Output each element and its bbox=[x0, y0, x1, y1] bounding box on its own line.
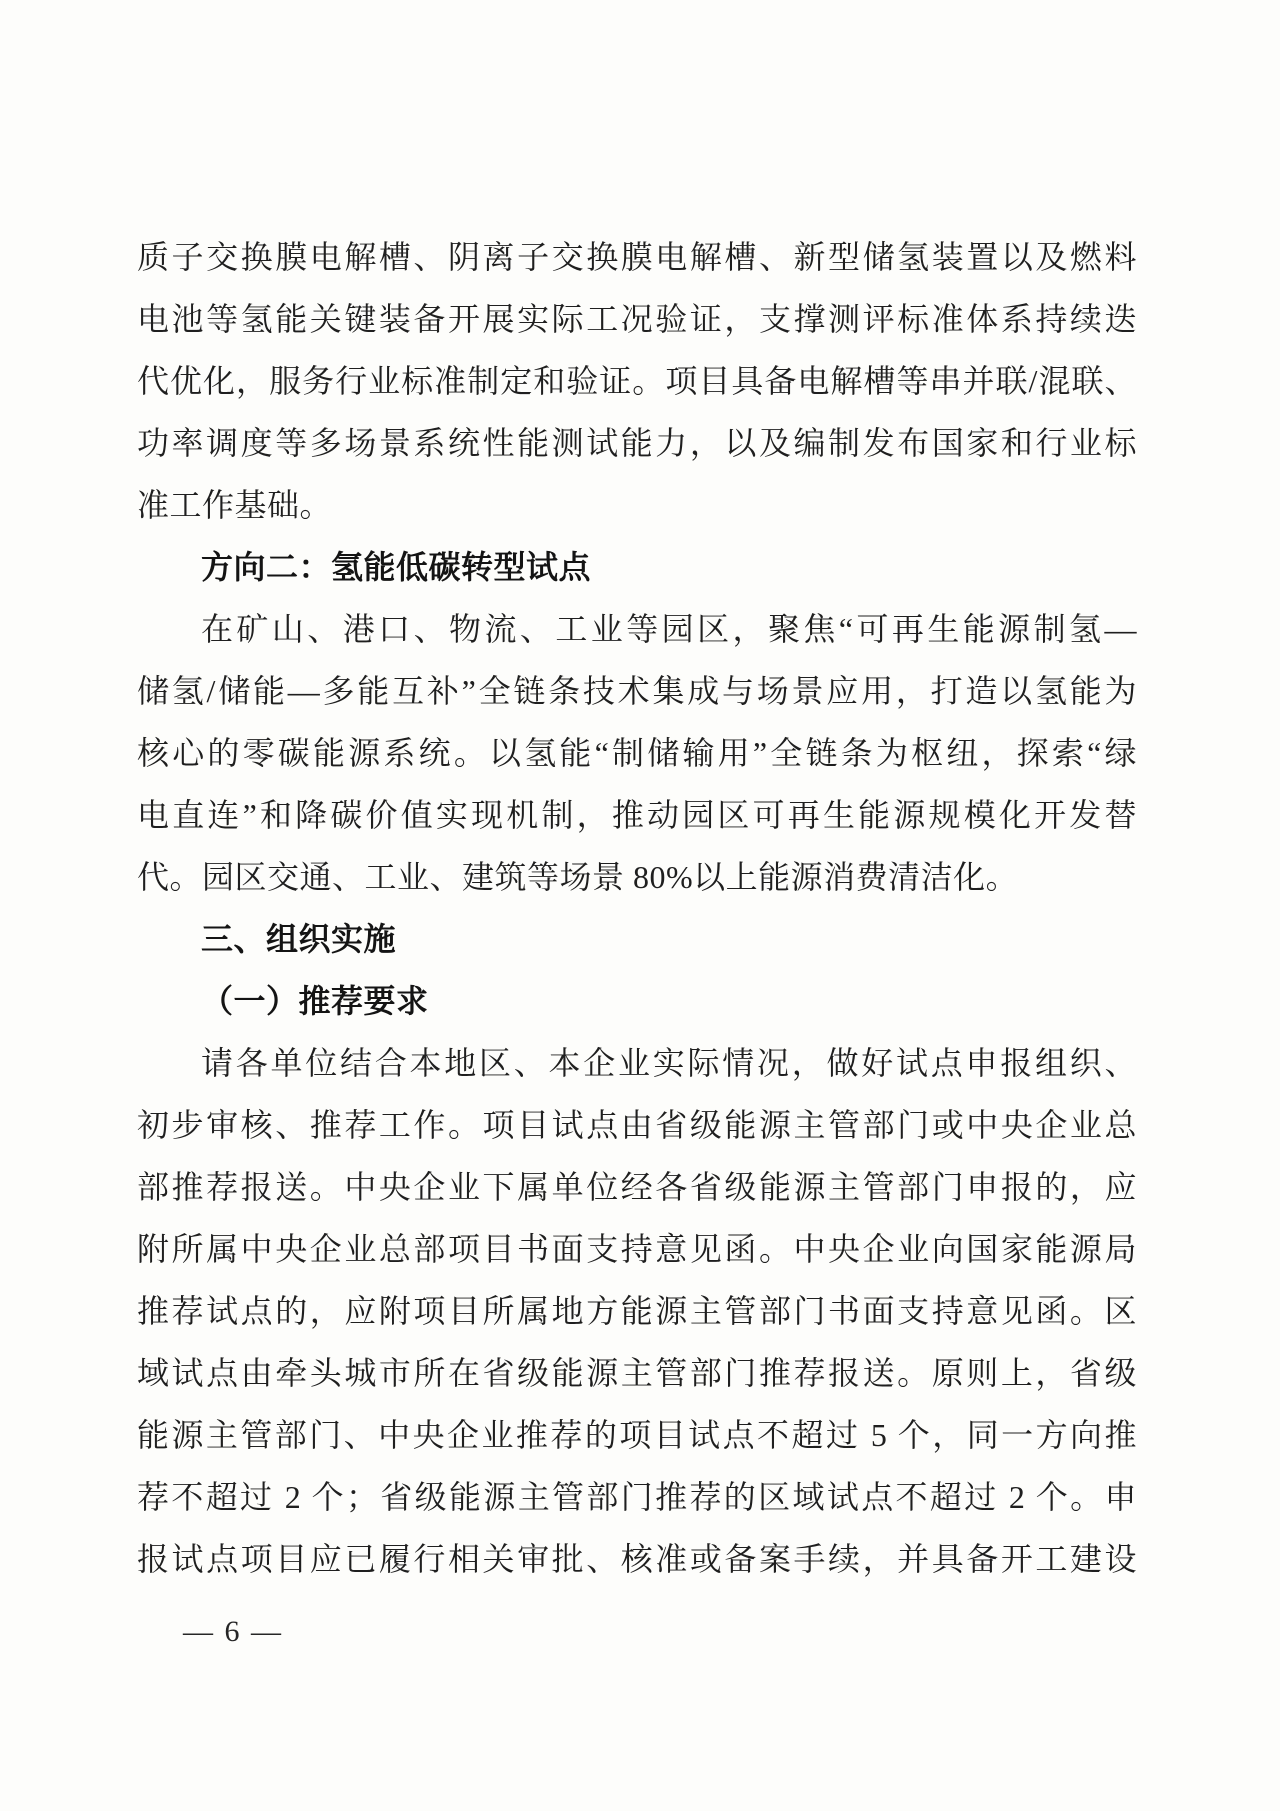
text-line: 报试点项目应已履行相关审批、核准或备案手续，并具备开工建设 bbox=[137, 1541, 1137, 1577]
text-line: 准工作基础。 bbox=[137, 487, 333, 523]
text-line: 电直连”和降碳价值实现机制，推动园区可再生能源规模化开发替 bbox=[137, 797, 1137, 833]
text-line: 部推荐报送。中央企业下属单位经各省级能源主管部门申报的，应 bbox=[137, 1169, 1137, 1205]
document-body bbox=[137, 226, 1137, 1590]
text-line: 能源主管部门、中央企业推荐的项目试点不超过 5 个，同一方向推 bbox=[137, 1417, 1137, 1453]
heading-direction-2: 方向二：氢能低碳转型试点 bbox=[201, 549, 592, 585]
text-line: 电池等氢能关键装备开展实际工况验证，支撑测评标准体系持续迭 bbox=[137, 301, 1137, 337]
text-line: 代。园区交通、工业、建筑等场景 80%以上能源消费清洁化。 bbox=[137, 859, 1019, 895]
text-line: 质子交换膜电解槽、阴离子交换膜电解槽、新型储氢装置以及燃料 bbox=[137, 239, 1137, 275]
text-line: 请各单位结合本地区、本企业实际情况，做好试点申报组织、 bbox=[201, 1045, 1137, 1081]
text-line: 功率调度等多场景系统性能测试能力，以及编制发布国家和行业标 bbox=[137, 425, 1137, 461]
page-number: — 6 — bbox=[183, 1615, 283, 1648]
text-line: 域试点由牵头城市所在省级能源主管部门推荐报送。原则上，省级 bbox=[137, 1355, 1137, 1391]
text-line: 初步审核、推荐工作。项目试点由省级能源主管部门或中央企业总 bbox=[137, 1107, 1137, 1143]
text-line: 附所属中央企业总部项目书面支持意见函。中央企业向国家能源局 bbox=[137, 1231, 1137, 1267]
text-line: 代优化，服务行业标准制定和验证。项目具备电解槽等串并联/混联、 bbox=[137, 363, 1137, 399]
text-line: 储氢/储能—多能互补”全链条技术集成与场景应用，打造以氢能为 bbox=[137, 673, 1137, 709]
text-line: 核心的零碳能源系统。以氢能“制储输用”全链条为枢纽，探索“绿 bbox=[137, 735, 1137, 771]
text-line: 荐不超过 2 个；省级能源主管部门推荐的区域试点不超过 2 个。申 bbox=[137, 1479, 1137, 1515]
text-line: 推荐试点的，应附项目所属地方能源主管部门书面支持意见函。区 bbox=[137, 1293, 1137, 1329]
heading-subsection-1: （一）推荐要求 bbox=[201, 983, 429, 1019]
heading-section-3: 三、组织实施 bbox=[201, 921, 397, 957]
text-line: 在矿山、港口、物流、工业等园区，聚焦“可再生能源制氢— bbox=[201, 611, 1137, 647]
